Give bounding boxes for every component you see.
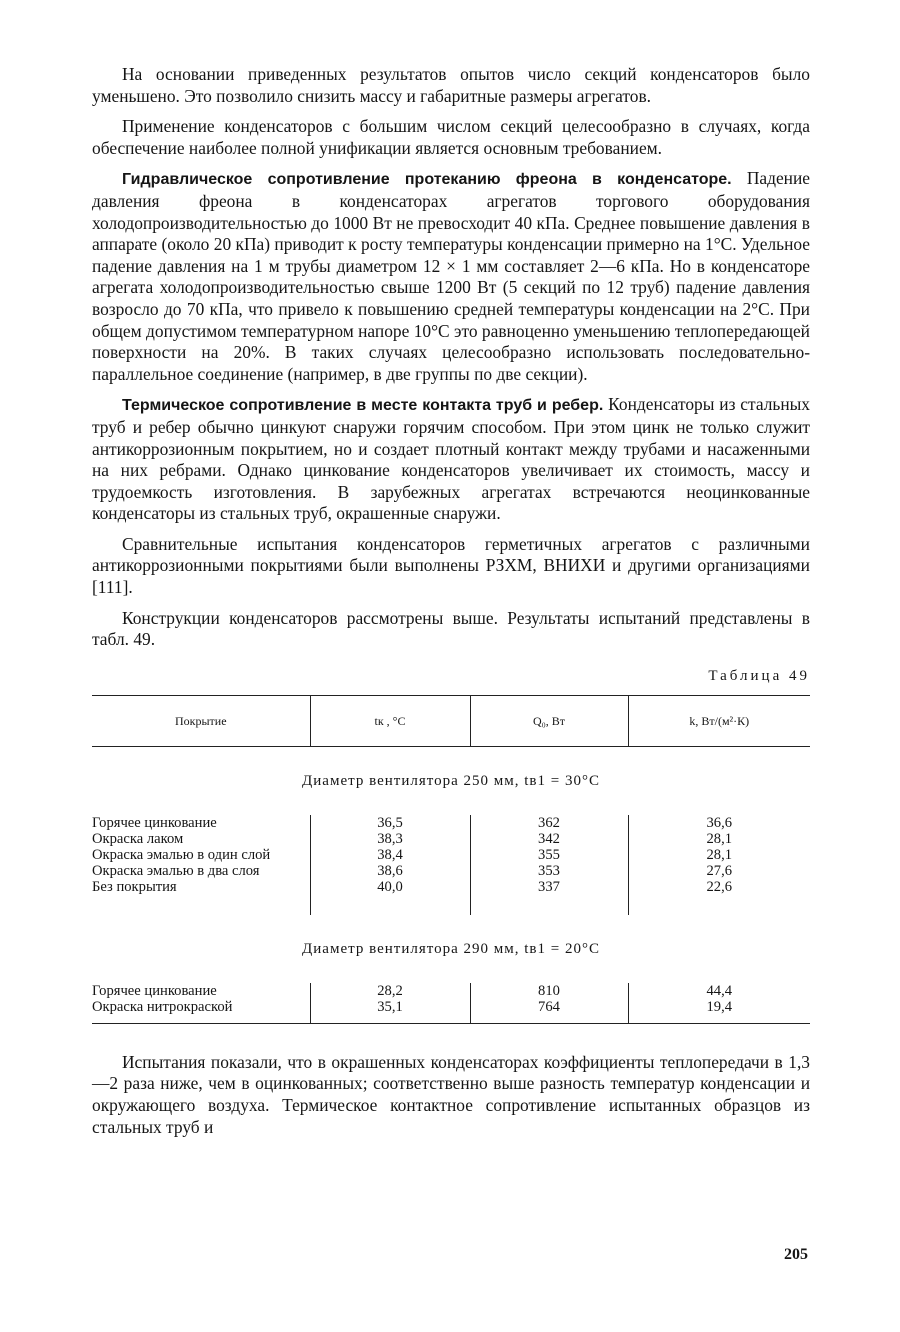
cell-coating: Окраска нитрокраской bbox=[92, 999, 310, 1024]
cell-tk: 28,2 bbox=[310, 983, 470, 999]
cell-coating: Окраска эмалью в два слоя bbox=[92, 862, 260, 879]
table-row bbox=[92, 831, 810, 847]
cell-coating: Без покрытия bbox=[92, 878, 177, 895]
cell-k: 44,4 bbox=[628, 983, 810, 999]
cell-k: 36,6 bbox=[628, 815, 810, 831]
cell-k: 19,4 bbox=[628, 999, 810, 1024]
header-q0: Q₀, Вт bbox=[470, 695, 628, 746]
cell-tk: 38,3 bbox=[310, 831, 470, 847]
paragraph-1: На основании приведенных результатов опытов число секций конденсаторов было уменьшено. Это позволило снизить массу и габаритные размеры агрегатов. bbox=[92, 64, 810, 106]
header-k: k, Вт/(м²·К) bbox=[628, 695, 810, 746]
cell-q0: 810 bbox=[470, 983, 628, 999]
cell-k: 27,6 bbox=[628, 863, 810, 879]
cell-q0: 342 bbox=[470, 831, 628, 847]
cell-coating: Горячее цинкование bbox=[92, 814, 217, 831]
hydraulic-text: Падение давления фреона в конденсаторах агрегатов торгового оборудования холодопроизводительностью до 1000 Вт не превосходит 40 кПа. Среднее повышение давления в аппарате (около 20 кПа) приводит к росту температуры конденсации примерно на 1°С. Удельное падение давления на 1 м трубы диаметром 12 × 1 мм составляет 2—6 кПа. Но в конденсаторе агрегата холодопроизводительностью свыше 1200 Вт (5 секций по 12 труб) падение давления возросло до 70 кПа, что привело к повышению средней температуры конденсации на 2°С. При общем допустимом температурном напоре 10°С это равноценно уменьшению теплопередающей поверхности на 20%. В таких случаях целесообразно использовать последовательно-параллельное соединение (например, в две группы по две секции). bbox=[92, 168, 810, 384]
section-row-1 bbox=[92, 746, 810, 815]
table-row bbox=[92, 847, 810, 863]
cell-k: 28,1 bbox=[628, 831, 810, 847]
section-row-2 bbox=[92, 915, 810, 983]
thermal-heading: Термическое сопротивление в месте контакта труб и ребер. bbox=[122, 397, 604, 415]
paragraph-hydraulic bbox=[92, 168, 810, 385]
table-row bbox=[92, 863, 810, 879]
cell-k: 28,1 bbox=[628, 847, 810, 863]
table-caption: Таблица 49 bbox=[708, 667, 810, 684]
paragraph-3: Сравнительные испытания конденсаторов герметичных агрегатов с различными антикоррозионными покрытиями были выполнены РЗХМ, ВНИХИ и другими организациями [111]. bbox=[92, 533, 810, 598]
header-coating: Покрытие bbox=[92, 695, 310, 746]
cell-coating: Горячее цинкование bbox=[92, 982, 217, 999]
cell-tk: 40,0 bbox=[310, 879, 470, 915]
cell-q0: 355 bbox=[470, 847, 628, 863]
cell-q0: 337 bbox=[470, 879, 628, 915]
header-tk: tк , °С bbox=[310, 695, 470, 746]
table-row bbox=[92, 999, 810, 1024]
cell-q0: 362 bbox=[470, 815, 628, 831]
cell-tk: 36,5 bbox=[310, 815, 470, 831]
section-title-2: Диаметр вентилятора 290 мм, tв1 = 20°С bbox=[302, 940, 600, 957]
cell-q0: 353 bbox=[470, 863, 628, 879]
hydraulic-heading: Гидравлическое сопротивление протеканию фреона в конденсаторе. bbox=[122, 171, 732, 189]
page-number: 205 bbox=[784, 1246, 808, 1263]
cell-tk: 38,6 bbox=[310, 863, 470, 879]
section-title-1: Диаметр вентилятора 250 мм, tв1 = 30°С bbox=[302, 772, 600, 789]
paragraph-4: Конструкции конденсаторов рассмотрены выше. Результаты испытаний представлены в табл. 49. bbox=[92, 607, 810, 650]
cell-tk: 35,1 bbox=[310, 999, 470, 1024]
results-table bbox=[92, 695, 810, 1024]
cell-k: 22,6 bbox=[628, 879, 810, 915]
thermal-text: Конденсаторы из стальных труб и ребер обычно цинкуют снаружи горячим способом. При этом цинк не только служит антикоррозионным покрытием, но и создает плотный контакт между трубами и насаженными на них ребрами. Однако цинкование конденсаторов увеличивает их стоимость, массу и трудоемкость изготовления. В зарубежных агрегатах встречаются неоцинкованные конденсаторы из стальных труб, окрашенные снаружи. bbox=[92, 394, 811, 524]
cell-tk: 38,4 bbox=[310, 847, 470, 863]
paragraph-2: Применение конденсаторов с большим числом секций целесообразно в случаях, когда обеспечение наиболее полной унификации является основным требованием. bbox=[92, 116, 810, 158]
table-row bbox=[92, 983, 810, 999]
cell-q0: 764 bbox=[470, 999, 628, 1024]
cell-coating: Окраска лаком bbox=[92, 830, 184, 847]
table-row bbox=[92, 879, 810, 915]
table-header-row bbox=[92, 695, 810, 746]
paragraph-thermal bbox=[92, 394, 810, 525]
cell-coating: Окраска эмалью в один слой bbox=[92, 846, 271, 863]
paragraph-closing: Испытания показали, что в окрашенных конденсаторах коэффициенты теплопередачи в 1,3—2 раза ниже, чем в оцинкованных; соответственно выше разность температур конденсации и окружающего воздуха. Термическое контактное сопротивление испытанных образцов из стальных труб и bbox=[92, 1051, 810, 1137]
page-body bbox=[92, 64, 810, 1147]
table-row bbox=[92, 815, 810, 831]
